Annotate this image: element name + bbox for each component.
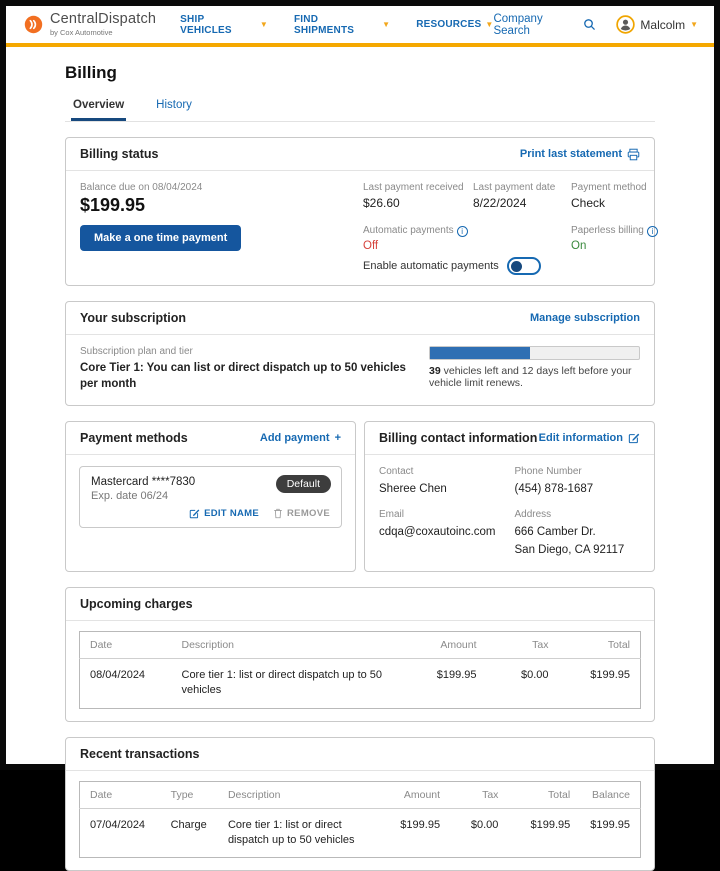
toggle-knob [511, 261, 522, 272]
subscription-plan-label: Subscription plan and tier [80, 346, 193, 357]
column-header: Description [218, 781, 373, 808]
vehicle-usage-progress-fill [430, 347, 530, 359]
manage-subscription-link[interactable]: Manage subscription [529, 312, 640, 324]
edit-name-link[interactable]: EDIT NAME [189, 508, 259, 519]
user-avatar-icon [616, 15, 635, 34]
upcoming-charges-title: Upcoming charges [80, 596, 193, 611]
email-label: Email [379, 509, 405, 521]
add-payment-link[interactable]: Add payment + [259, 432, 341, 445]
column-header: Tax [487, 631, 559, 658]
remove-link[interactable]: REMOVE [273, 508, 330, 519]
vehicle-usage-text: 39 vehicles left and 12 days left before your vehicle limit renews. [429, 365, 632, 389]
column-header: Balance [580, 781, 640, 808]
card-name: Mastercard ****7830 [91, 476, 196, 489]
company-search-link[interactable]: Company Search [493, 13, 596, 37]
search-icon [583, 18, 596, 31]
column-header: Date [80, 781, 161, 808]
nav-find-shipments[interactable]: FIND SHIPMENTS ▼ [293, 13, 391, 36]
column-header: Total [508, 781, 580, 808]
edit-pencil-icon [628, 432, 640, 444]
column-header: Amount [395, 631, 487, 658]
subscription-title: Your subscription [80, 311, 187, 325]
subscription-plan-name: Core Tier 1: You can list or direct dispatch up to 50 vehicles per month [80, 362, 406, 390]
tab-overview[interactable]: Overview [71, 93, 126, 121]
user-menu[interactable] [616, 15, 698, 34]
upcoming-charges-card [65, 587, 655, 722]
default-badge: Default [276, 475, 331, 493]
column-header: Amount [373, 781, 450, 808]
payment-method-value: Check [571, 196, 606, 210]
automatic-payments-label: Automatic payments i [363, 225, 571, 237]
tab-history[interactable]: History [156, 99, 192, 111]
last-payment-received-value: $26.60 [363, 196, 400, 210]
balance-amount: $199.95 [80, 195, 146, 215]
recent-transactions-card [65, 737, 655, 871]
automatic-payments-status: Off [363, 240, 379, 252]
address-value: 666 Camber Dr. San Diego, CA 92117 [514, 526, 625, 556]
user-name: Malcolm [640, 17, 686, 32]
subscription-card [65, 301, 655, 406]
paperless-billing-status: On [571, 240, 587, 252]
upcoming-charges-table [79, 631, 641, 709]
vehicle-usage-progress-bar [429, 346, 640, 360]
chevron-down-icon: ▼ [382, 19, 391, 29]
enable-automatic-payments-label: Enable automatic payments [363, 260, 499, 272]
recent-transactions-table [79, 781, 641, 859]
column-header: Type [161, 781, 218, 808]
balance-due-label: Balance due on 08/04/2024 [80, 182, 203, 193]
make-one-time-payment-button[interactable]: Make a one time payment [80, 225, 241, 251]
column-header: Total [559, 631, 641, 658]
info-icon[interactable]: i [457, 226, 468, 237]
payment-methods-card [65, 421, 356, 572]
nav-ship-vehicles[interactable]: SHIP VEHICLES ▼ [180, 13, 268, 36]
nav-resources[interactable]: RESOURCES ▼ [416, 19, 494, 30]
payment-method-item [79, 466, 342, 528]
last-payment-date-label: Last payment date [473, 182, 556, 193]
recent-transactions-title: Recent transactions [80, 746, 200, 761]
card-expiration: Exp. date 06/24 [91, 490, 169, 503]
printer-icon [627, 148, 640, 161]
column-header: Description [172, 631, 395, 658]
billing-contact-title: Billing contact information [379, 431, 538, 446]
plus-icon: + [334, 432, 341, 445]
chevron-down-icon: ▼ [259, 19, 268, 29]
table-row: 08/04/2024 Core tier 1: list or direct dispatch up to 50 vehicles $199.95 $0.00 $199.95 [90, 668, 630, 697]
billing-contact-card [364, 421, 655, 572]
edit-pencil-icon [189, 508, 200, 519]
column-header: Tax [450, 781, 508, 808]
central-dispatch-logo-icon [24, 15, 43, 34]
brand-name: CentralDispatch [50, 11, 157, 28]
edit-information-link[interactable]: Edit information [539, 432, 640, 444]
contact-label: Contact [379, 466, 414, 478]
billing-status-title: Billing status [80, 147, 159, 161]
brand-tagline: by Cox Automotive [50, 27, 113, 37]
billing-status-card [65, 137, 655, 286]
column-header: Date [80, 631, 172, 658]
info-icon[interactable]: i [647, 226, 658, 237]
main-nav [180, 14, 493, 36]
automatic-payments-toggle[interactable] [507, 257, 541, 275]
paperless-billing-label: Paperless billing i [571, 225, 658, 237]
email-value: cdqa@coxautoinc.com [379, 526, 496, 539]
top-navigation-bar [6, 6, 714, 43]
phone-value: (454) 878-1687 [514, 483, 594, 496]
phone-label: Phone Number [514, 466, 582, 478]
table-row: 07/04/2024 Charge Core tier 1: list or direct dispatch up to 50 vehicles $199.95 $0.00 $199.95 $199.95 [90, 818, 630, 846]
print-last-statement-link[interactable]: Print last statement [520, 148, 640, 161]
page-title: Billing [65, 63, 117, 82]
address-label: Address [514, 509, 552, 521]
contact-value: Sheree Chen [379, 483, 447, 496]
trash-icon [273, 508, 283, 519]
accent-bar [6, 43, 714, 47]
payment-methods-title: Payment methods [80, 431, 188, 446]
billing-tabs [65, 93, 655, 122]
last-payment-received-label: Last payment received [363, 182, 464, 193]
brand-logo[interactable] [24, 12, 156, 36]
last-payment-date-value: 8/22/2024 [473, 196, 527, 210]
chevron-down-icon: ▼ [485, 19, 494, 29]
payment-method-label: Payment method [571, 182, 647, 193]
chevron-down-icon: ▼ [690, 19, 698, 29]
